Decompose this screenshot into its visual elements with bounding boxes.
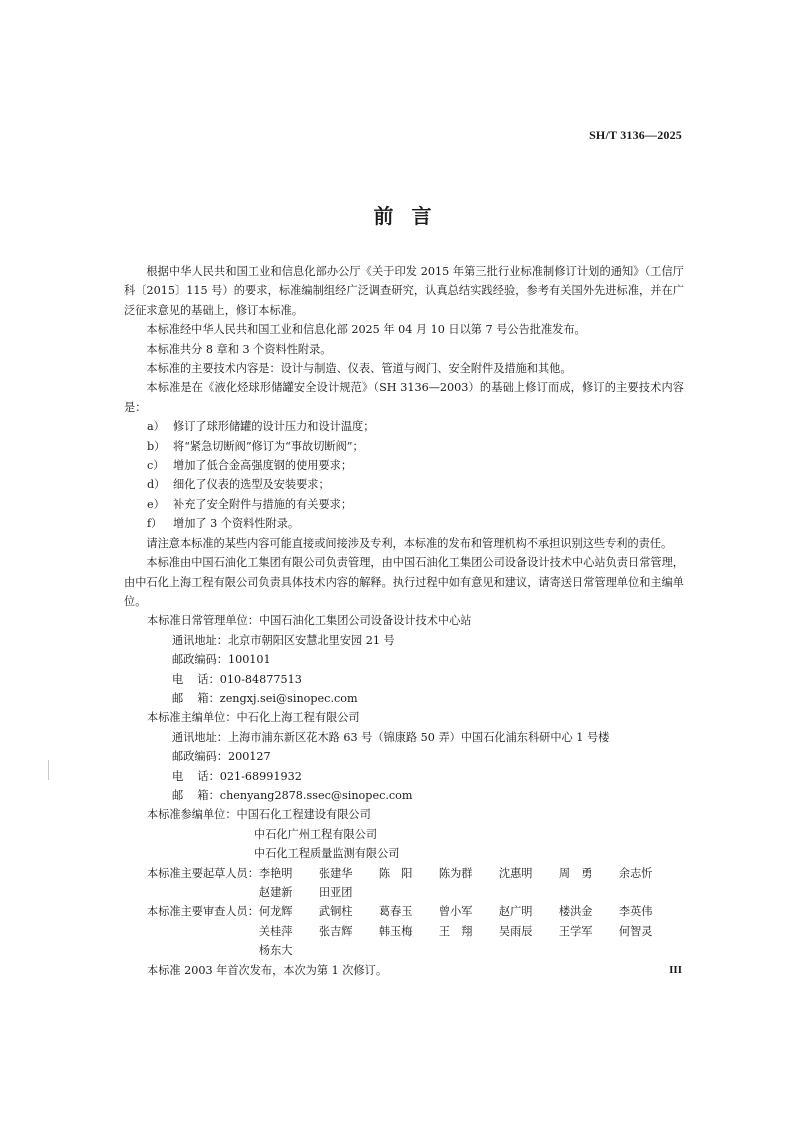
participant-org-row — [124, 825, 684, 844]
daily-management-label: 本标准日常管理单位： — [147, 614, 259, 628]
address-label: 通讯地址： — [172, 633, 228, 647]
daily-management-org: 中国石油化工集团公司设备设计技术中心站 — [258, 614, 472, 628]
intro-paragraph: 根据中华人民共和国工业和信息化部办公厅《关于印发 2015 年第三批行业标准制修订计划的通知》（工信厅科〔2015〕115 号）的要求，标准编制组经广泛调查研究，认真总结实践经验，参考有关国外先进标准，并在广泛征求意见的基础上，修订本标准。 — [124, 265, 684, 317]
drafter-name: 沈惠明 — [498, 866, 533, 880]
reviewer-name: 关桂萍 — [258, 924, 293, 938]
drafters-names — [259, 864, 679, 903]
management-note: 本标准由中国石油化工集团有限公司负责管理，由中国石油化工集团公司设备设计技术中心站负责日常管理，由中石化上海工程有限公司负责具体技术内容的解释。执行过程中如有意见和建议，请寄送日常管理单位和主编单位。 — [124, 556, 684, 608]
postcode-value: 200127 — [227, 750, 271, 764]
change-text: 补充了安全附件与措施的有关要求； — [173, 497, 353, 511]
postcode-label: 邮政编码： — [172, 750, 228, 764]
publication-history: 本标准 2003 年首次发布，本次为第 1 次修订。 — [147, 963, 388, 977]
address-label: 通讯地址： — [172, 730, 228, 744]
change-item — [124, 514, 684, 533]
phone-value: 010-84877513 — [219, 672, 302, 686]
participant-org: 中国石化工程建设有限公司 — [236, 808, 371, 822]
chief-editor-label: 本标准主编单位： — [147, 711, 237, 725]
change-label: d） — [147, 478, 166, 492]
chief-editor-address — [124, 728, 684, 747]
reviewer-name: 楼洪金 — [558, 905, 593, 919]
change-text: 增加了 3 个资料性附录。 — [173, 517, 300, 531]
reviewer-name: 李英伟 — [618, 905, 653, 919]
reviewer-name: 韩玉梅 — [378, 924, 413, 938]
chief-editor-email — [124, 786, 684, 805]
intro-paragraph: 本标准经中华人民共和国工业和信息化部 2025 年 04 月 10 日以第 7 号公告批准发布。 — [146, 323, 586, 337]
drafter-name: 田亚团 — [318, 886, 353, 899]
drafter-name: 陈为群 — [438, 866, 473, 880]
change-text: 将“紧急切断阀”修订为“事故切断阀”； — [173, 439, 364, 453]
participants-label: 本标准参编单位： — [147, 808, 237, 822]
email-label: 邮 箱： — [172, 691, 220, 705]
participant-org: 中石化工程质量监测有限公司 — [254, 847, 400, 861]
participant-units — [124, 805, 684, 824]
change-text: 增加了低合金高强度钢的使用要求； — [173, 459, 353, 473]
reviewer-name: 曾小军 — [438, 905, 473, 919]
email-value: zengxj.sei@sinopec.com — [219, 691, 358, 705]
phone-label: 电 话： — [172, 672, 220, 686]
change-label: b） — [147, 439, 166, 453]
intro-paragraph: 本标准的主要技术内容是：设计与制造、仪表、管道与阀门、安全附件及措施和其他。 — [146, 362, 572, 376]
chief-editor-postcode — [124, 747, 684, 766]
change-item — [124, 417, 684, 436]
postcode-value: 100101 — [227, 653, 271, 667]
change-item — [124, 495, 684, 514]
reviewer-name: 王 翔 — [438, 924, 473, 938]
reviewer-name: 赵广明 — [498, 905, 533, 919]
daily-management-address — [124, 631, 684, 650]
patent-notice: 请注意本标准的某些内容可能直接或间接涉及专利，本标准的发布和管理机构不承担识别这些专利的责任。 — [146, 536, 673, 550]
change-label: f） — [147, 517, 163, 531]
drafter-name: 张建华 — [318, 866, 353, 880]
daily-management-postcode — [124, 650, 684, 669]
change-item — [124, 437, 684, 456]
drafter-name: 赵建新 — [258, 886, 293, 899]
reviewer-name: 何智灵 — [618, 924, 653, 938]
daily-management-phone — [124, 670, 684, 689]
drafter-name: 李艳明 — [258, 866, 293, 880]
email-label: 邮 箱： — [172, 788, 220, 802]
chief-editor-phone — [124, 767, 684, 786]
page-title: 前言 — [373, 204, 450, 228]
reviewers-row — [124, 902, 684, 960]
postcode-label: 邮政编码： — [172, 653, 228, 667]
intro-paragraph: 本标准是在《液化烃球形储罐安全设计规范》（SH 3136—2003）的基础上修订而成，修订的主要技术内容是： — [124, 381, 684, 414]
change-item — [124, 456, 684, 475]
daily-management-email — [124, 689, 684, 708]
scan-mark — [48, 760, 49, 780]
participant-org: 中石化广州工程有限公司 — [254, 827, 378, 841]
drafter-name: 余志忻 — [618, 866, 653, 880]
reviewer-name: 张吉辉 — [318, 924, 353, 938]
reviewer-name: 杨东大 — [258, 944, 293, 958]
drafter-name: 周 勇 — [558, 866, 593, 880]
change-text: 细化了仪表的选型及安装要求； — [173, 478, 330, 492]
change-label: c） — [147, 459, 165, 473]
change-text: 修订了球形储罐的设计压力和设计温度； — [173, 420, 375, 434]
drafter-name: 陈 阳 — [378, 866, 413, 880]
address-value: 北京市朝阳区安慧北里安园 21 号 — [227, 633, 395, 647]
reviewer-name: 何龙辉 — [258, 905, 293, 919]
phone-value: 021-68991932 — [219, 769, 302, 783]
drafters-row — [124, 864, 684, 903]
change-label: a） — [147, 420, 165, 434]
chief-editor-org: 中石化上海工程有限公司 — [236, 711, 360, 725]
reviewer-name: 吴雨辰 — [498, 924, 533, 938]
reviewer-name: 葛春玉 — [378, 905, 413, 919]
phone-label: 电 话： — [172, 769, 220, 783]
participant-org-row — [124, 844, 684, 863]
daily-management-unit — [124, 611, 684, 630]
reviewer-name: 王学军 — [558, 924, 593, 938]
drafters-label: 本标准主要起草人员： — [147, 866, 259, 880]
change-label: e） — [147, 497, 165, 511]
change-item — [124, 475, 684, 494]
document-body — [124, 262, 684, 980]
address-value: 上海市浦东新区花木路 63 号（锦康路 50 弄）中国石化浦东科研中心 1 号楼 — [227, 730, 610, 744]
intro-paragraph: 本标准共分 8 章和 3 个资料性附录。 — [146, 342, 332, 356]
email-value: chenyang2878.ssec@sinopec.com — [219, 788, 413, 802]
reviewer-name: 武铜柱 — [318, 905, 353, 919]
page-number: III — [669, 964, 682, 976]
reviewers-label: 本标准主要审查人员： — [147, 905, 259, 919]
reviewers-names — [259, 902, 679, 960]
standard-code: SH/T 3136—2025 — [589, 128, 682, 142]
chief-editor-unit — [124, 708, 684, 727]
